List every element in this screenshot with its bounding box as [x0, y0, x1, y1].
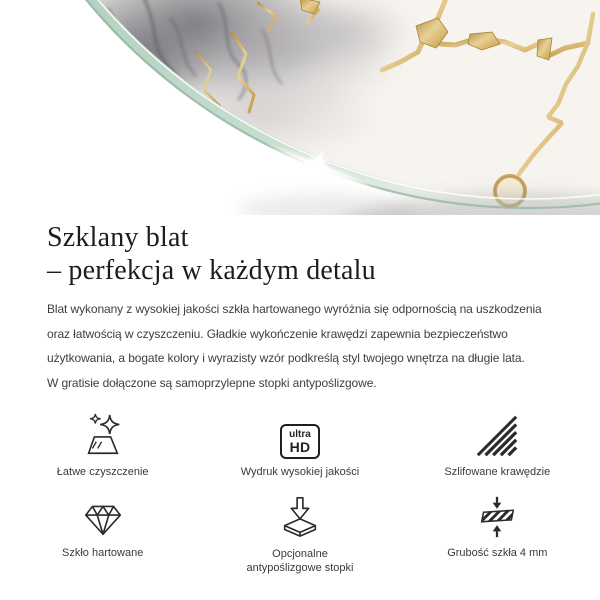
- feature-label: Wydruk wysokiej jakości: [240, 466, 360, 478]
- feature-anti-slip-feet: [201, 494, 398, 575]
- easy-cleaning-icon: [80, 413, 126, 459]
- marble-surface: [0, 0, 600, 215]
- glass-tabletop-photo: [0, 0, 600, 215]
- feature-label: Opcjonalne antypoślizgowe stopki: [246, 548, 354, 574]
- tempered-glass-icon: [80, 494, 126, 540]
- feature-label: Szkło hartowane: [62, 547, 144, 559]
- anti-slip-feet-icon: [277, 494, 323, 540]
- feature-easy-cleaning: [4, 413, 201, 478]
- feature-polished-edges: [399, 413, 596, 478]
- polished-edges-icon: [474, 413, 520, 459]
- feature-glass-thickness: [399, 494, 596, 575]
- feature-label: Grubość szkła 4 mm: [447, 547, 548, 559]
- description-line: użytkowania, a bogate kolory i wyrazisty wzór podkreślą styl twojego wnętrza na długie lata.: [47, 351, 525, 365]
- description-line: W gratisie dołączone są samoprzylepne stopki antypoślizgowe.: [47, 375, 377, 390]
- feature-print-quality: [201, 413, 398, 478]
- hero-image: [0, 0, 600, 215]
- page-title: [47, 221, 600, 287]
- ultra-hd-badge-top: ultra: [289, 429, 311, 440]
- feature-label: Łatwe czyszczenie: [56, 466, 149, 478]
- glass-thickness-icon: [474, 494, 520, 540]
- ultra-hd-print-icon: [280, 413, 320, 459]
- title-line-2: – perfekcja w każdym detalu: [47, 255, 376, 286]
- description-line: oraz łatwością w czyszczeniu. Gładkie wykończenie krawędzi zapewnia bezpieczeństwo: [47, 326, 508, 341]
- description-line: Blat wykonany z wysokiej jakości szkła hartowanego wyróżnia się odpornością na uszkodzenia: [47, 302, 542, 316]
- features-grid: [4, 413, 596, 575]
- product-description: [47, 297, 600, 395]
- feature-label: Szlifowane krawędzie: [444, 466, 551, 478]
- title-line-1: Szklany blat: [47, 222, 189, 253]
- feature-tempered-glass: [4, 494, 201, 575]
- ultra-hd-badge-bottom: HD: [289, 439, 311, 455]
